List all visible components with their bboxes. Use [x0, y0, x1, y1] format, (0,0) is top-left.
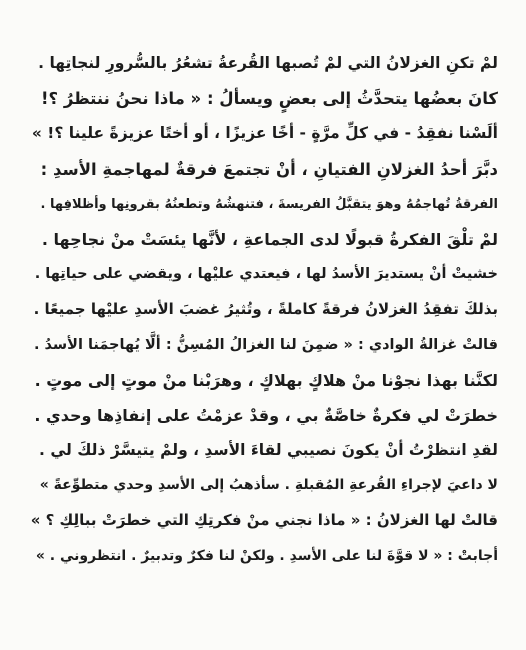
page-text [30, 46, 498, 574]
text-line: لقدِ انتظرْتُ أنْ يكونَ نصيبي لقاءَ الأسدِ ، ولمْ يتيسَّرْ ذلكَ لي . [39, 441, 498, 460]
text-line: قالتْ غزالةُ الوادي : « ضمِنَ لنا الغزالُ المُسِنُّ : ألَّا يُهاجمَنا الأسدُ . [33, 336, 498, 353]
text-line: أجابتْ : « لا قوَّةَ لنا على الأسدِ . ولكنْ لنا فكرٌ وتدبيرٌ . انتظروني . » [35, 547, 498, 564]
text-line: قالتْ لها الغزلانُ : « ماذا نجني منْ فكرتِكِ التي خطرَتْ ببالِكِ ؟ » [30, 511, 498, 530]
text-line: خطرَتْ لي فكرةٌ خاصَّةٌ بي ، وقدْ عزمْتُ على إنفاذِها وحدي . [34, 405, 498, 425]
text-line: لا داعيَ لإجراءِ القُرعةِ المُقبلةِ . سأذهبُ إلى الأسدِ وحدي متطوِّعةً » [39, 477, 498, 494]
text-line: لكنَّنا بهذا نجوْنا منْ هلاكٍ بهلاكٍ ، وهرَبْنا منْ موتٍ إلى موتٍ . [34, 370, 498, 390]
text-line: الفرقةُ تُهاجمُهُ وهوَ يتقبَّلُ الفريسةَ ، فتنهشُهُ وتطعنُهُ بقرونِها وأظلافِها . [40, 196, 498, 212]
text-line: خشيتْ أنْ يستديرَ الأسدُ لها ، فيعتدي عليْها ، ويقضي على حياتِها . [34, 266, 498, 283]
text-line: كانَ بعضُها يتحدَّثُ إلى بعضٍ ويسألُ : « ماذا نحنُ ننتظرُ ؟! [41, 89, 498, 109]
text-line: دبَّرَ أحدُ الغزلانِ الفتيانِ ، أنْ تجتمعَ فرقةٌ لمهاجمةِ الأسدِ : [40, 159, 498, 179]
text-line: لمْ تلْقَ الفكرةُ قبولًا لدى الجماعةِ ، لأنَّها يئسَتْ منْ نجاحِها . [41, 229, 498, 249]
text-line: لمْ تكنِ الغزلانُ التي لمْ تُصبها القُرعةُ تشعُرُ بالسُّرورِ لنجاتِها . [38, 54, 498, 72]
text-line: ألَسْنا نفقِدُ - في كلِّ مرَّةٍ - أخًا عزيزًا ، أو أختًا عزيزةً علينا ؟! » [31, 124, 498, 143]
text-line: بذلكَ تفقِدُ الغزلانُ فرقةً كاملةً ، وتُثيرُ غضبَ الأسدِ عليْها جميعًا . [33, 300, 498, 319]
